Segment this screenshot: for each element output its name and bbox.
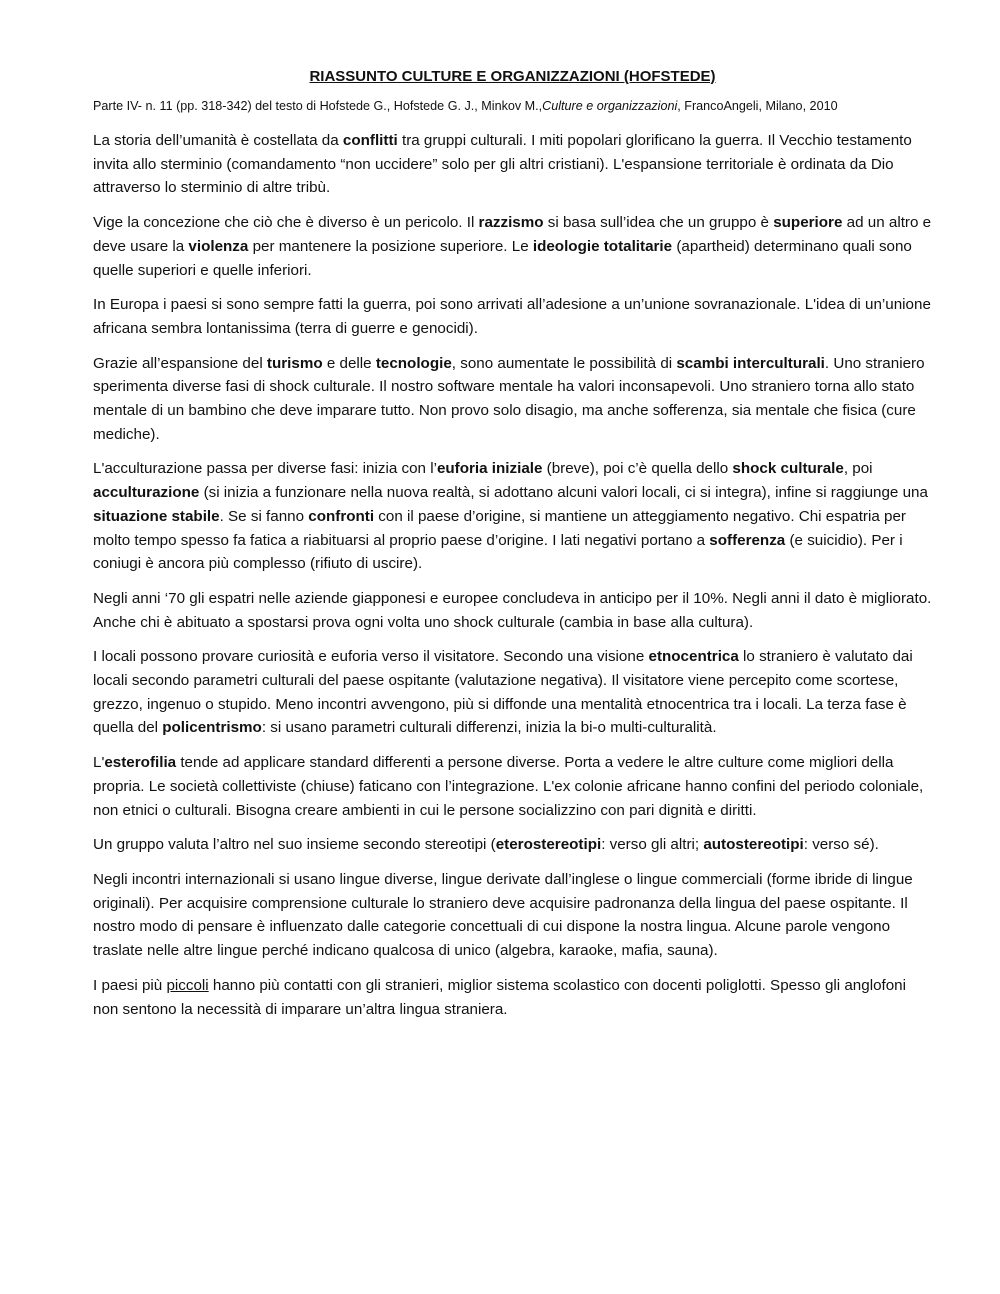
bold-term: conflitti (342, 132, 398, 149)
bold-term: eterostereotipi (495, 836, 602, 854)
bold-term: euforia iniziale (436, 460, 543, 478)
bold-term: policentrismo (162, 719, 262, 737)
text-run: I locali possono provare curiosità e euforia verso il visitatore. Secondo una visione (93, 648, 649, 666)
italic-term: Culture e organizzazioni (542, 99, 678, 113)
text-run: , poi (843, 460, 873, 478)
text-run: per mantenere la posizione superiore. Le (248, 237, 533, 255)
text-run: tende ad applicare standard differenti a persone diverse. Porta a vedere le altre culture come migliori della propria. Le società collettiviste (chiuse) faticano con l’integrazione. L'ex colonie africane hanno confini del periodo coloniale, non etnici o culturali. Bisogna creare ambienti in cui le persone socializzino con pari dignità e diritti. (93, 754, 924, 819)
bold-term: autostereotipi (703, 836, 804, 854)
text-run: Grazie all’espansione del (93, 354, 267, 372)
underlined-term: piccoli (166, 976, 209, 994)
text-run: , sono aumentate le possibilità di (451, 354, 677, 372)
bold-term: tecnologie (375, 354, 452, 372)
bold-term: violenza (188, 237, 249, 255)
text-run: (si inizia a funzionare nella nuova realtà, si adottano alcuni valori locali, ci si integra), infine si raggiunge una (199, 484, 928, 502)
bold-term: scambi interculturali (676, 354, 825, 372)
bold-term: turismo (266, 354, 323, 372)
text-run: con il paese d’origine, si mantiene un atteggiamento negativo. Chi espatria per molto tempo spesso fa fatica a riabituarsi al proprio paese d’origine. I lati negativi portano a (93, 507, 906, 549)
text-run: Negli anni ‘70 gli espatri nelle aziende giapponesi e europee concludeva in anticipo per il 10%. Negli anni il dato è migliorato. Anche chi è abituato a spostarsi prova ogni volta uno shock culturale (cambia in base alla cultura). (93, 589, 932, 631)
body-paragraph (93, 974, 932, 1021)
text-run: Parte IV- n. 11 (pp. 318-342) del testo di Hofstede G., Hofstede G. J., Minkov M., (93, 99, 543, 113)
document-body (93, 129, 932, 1021)
bold-term: superiore (773, 214, 843, 232)
document-title: RIASSUNTO CULTURE E ORGANIZZAZIONI (HOFSTEDE) (309, 68, 716, 85)
bold-term: razzismo (478, 214, 544, 232)
body-paragraph (93, 751, 932, 822)
text-run: : verso sé). (803, 836, 879, 854)
text-run: . Se si fanno (219, 507, 309, 525)
body-paragraph (93, 457, 932, 576)
document-reference (93, 97, 932, 115)
text-run: tra gruppi culturali. I miti popolari glorificano la guerra. Il Vecchio testamento invita allo sterminio (comandamento “non uccidere” solo per gli altri cristiani). L'espansione territoriale è ordinata da Dio attraverso lo sterminio di altre tribù. (93, 132, 912, 197)
text-run: si basa sull’idea che un gruppo è (543, 214, 774, 232)
body-paragraph (93, 833, 932, 857)
text-run: Un gruppo valuta l’altro nel suo insieme secondo stereotipi ( (93, 836, 496, 854)
bold-term: confronti (308, 507, 375, 525)
body-paragraph (93, 211, 932, 282)
text-run: ad un altro e deve usare la (93, 214, 932, 255)
text-run: : verso gli altri; (601, 836, 704, 854)
text-run: (apartheid) determinano quali sono quelle superiori e quelle inferiori. (93, 237, 912, 279)
text-run: lo straniero è valutato dai locali secondo parametri culturali del paese ospitante (valutazione negativa). Il visitatore viene percepito come scortese, grezzo, ingenuo o stupido. Meno incontri avvengono, più si diffonde una mentalità etnocentrica tra i locali. La terza fase è quella del (93, 648, 913, 737)
text-run: Vige la concezione che ciò che è diverso è un pericolo. Il (93, 214, 479, 232)
body-paragraph (93, 868, 932, 963)
bold-term: shock culturale (732, 460, 844, 478)
body-paragraph (93, 129, 932, 200)
bold-term: esterofilia (104, 754, 177, 772)
text-run: La storia dell’umanità è costellata da (93, 132, 343, 149)
text-run: I paesi più (93, 976, 167, 994)
text-run: : si usano parametri culturali differenzi, inizia la bi-o multi-culturalità. (261, 719, 717, 737)
text-run: In Europa i paesi si sono sempre fatti la guerra, poi sono arrivati all’adesione a un’unione sovranazionale. L'idea di un’unione africana sembra lontanissima (terra di guerre e genocidi). (93, 296, 931, 337)
body-paragraph (93, 645, 932, 740)
bold-term: sofferenza (709, 531, 786, 549)
text-run: , FrancoAngeli, Milano, 2010 (677, 99, 838, 113)
text-run: Negli incontri internazionali si usano lingue diverse, lingue derivate dall’inglese o lingue commerciali (forme ibride di lingue originali). Per acquisire comprensione culturale lo straniero deve acquisire padronanza della lingua del paese ospitante. Il nostro modo di pensare è influenzato dalle categorie concettuali di cui dispone la nostra lingua. Alcune parole vengono traslate nelle altre lingue perché indicano qualcosa di unico (algebra, karaoke, mafia, sauna). (93, 870, 913, 960)
text-run: (breve), poi c’è quella dello (542, 460, 733, 478)
text-run: (e suicidio). Per i coniugi è ancora più complesso (rifiuto di uscire). (93, 531, 903, 573)
body-paragraph (93, 293, 932, 340)
bold-term: acculturazione (93, 484, 200, 502)
bold-term: situazione stabile (93, 507, 220, 525)
bold-term: etnocentrica (648, 648, 739, 666)
text-run: . Uno straniero sperimenta diverse fasi di shock culturale. Il nostro software mentale ha valori inconsapevoli. Uno straniero torna allo stato mentale di un bambino che deve imparare tutto. Non provo solo disagio, ma anche sofferenza, sia mentale che fisica (cure mediche). (93, 354, 925, 443)
text-run: L' (93, 754, 105, 772)
body-paragraph (93, 352, 932, 447)
text-run: e delle (322, 354, 376, 372)
text-run: hanno più contatti con gli stranieri, miglior sistema scolastico con docenti poliglotti. Spesso gli anglofoni non sentono la necessità di imparare un’altra lingua straniera. (93, 976, 906, 1018)
bold-term: ideologie totalitarie (532, 237, 673, 255)
body-paragraph (93, 587, 932, 634)
text-run: L'acculturazione passa per diverse fasi: inizia con l’ (93, 460, 437, 478)
